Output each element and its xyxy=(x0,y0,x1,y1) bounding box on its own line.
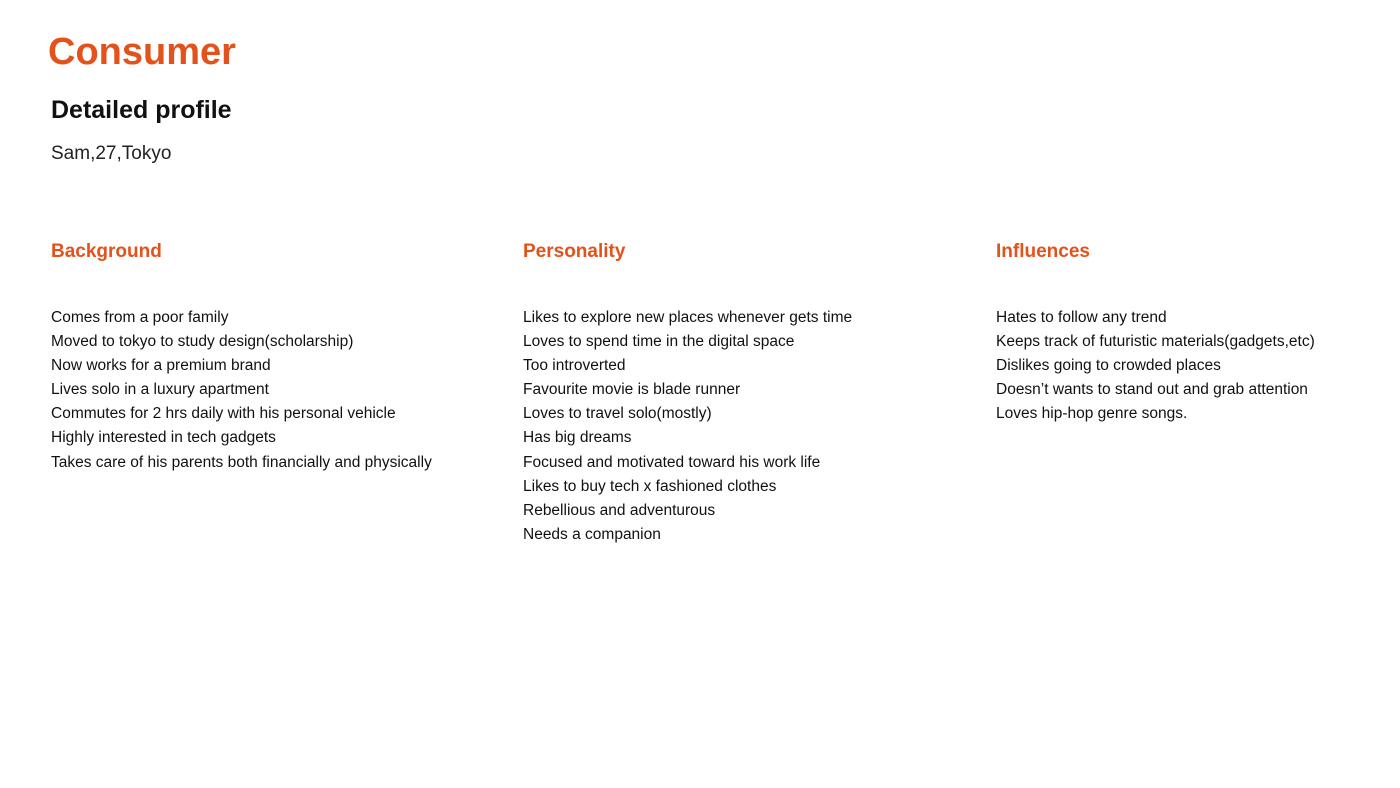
personality-heading: Personality xyxy=(523,241,626,262)
background-list xyxy=(51,306,432,475)
list-item: Keeps track of futuristic materials(gadgets,etc) xyxy=(996,333,1315,351)
page-subtitle: Detailed profile xyxy=(51,96,232,124)
list-item: Lives solo in a luxury apartment xyxy=(51,381,269,399)
list-item: Comes from a poor family xyxy=(51,309,229,326)
list-item: Needs a companion xyxy=(523,525,661,543)
list-item: Highly interested in tech gadgets xyxy=(51,429,276,447)
list-item: Too introverted xyxy=(523,357,626,375)
list-item: Loves hip-hop genre songs. xyxy=(996,405,1188,423)
influences-section xyxy=(996,240,1376,423)
list-item: Has big dreams xyxy=(523,429,632,447)
influences-list xyxy=(996,306,1315,426)
list-item: Now works for a premium brand xyxy=(51,357,271,375)
list-item: Loves to travel solo(mostly) xyxy=(523,405,712,423)
list-item: Likes to explore new places whenever gets time xyxy=(523,309,853,326)
background-heading: Background xyxy=(51,241,162,262)
list-item: Rebellious and adventurous xyxy=(523,501,716,519)
personality-section xyxy=(523,240,963,543)
list-item: Likes to buy tech x fashioned clothes xyxy=(523,477,777,495)
list-item: Focused and motivated toward his work life xyxy=(523,453,821,471)
list-item: Dislikes going to crowded places xyxy=(996,357,1221,375)
list-item: Takes care of his parents both financially and physically xyxy=(51,453,432,471)
list-item: Doesn’t wants to stand out and grab attention xyxy=(996,381,1308,399)
background-section xyxy=(51,240,491,471)
influences-heading: Influences xyxy=(996,241,1090,262)
page-title: Consumer xyxy=(48,31,236,73)
list-item: Moved to tokyo to study design(scholarship) xyxy=(51,333,354,351)
list-item: Commutes for 2 hrs daily with his personal vehicle xyxy=(51,405,396,423)
list-item: Favourite movie is blade runner xyxy=(523,381,741,399)
list-item: Loves to spend time in the digital space xyxy=(523,333,795,351)
personality-list xyxy=(523,306,852,547)
list-item: Hates to follow any trend xyxy=(996,309,1167,326)
profile-summary: Sam,27,Tokyo xyxy=(51,143,172,164)
